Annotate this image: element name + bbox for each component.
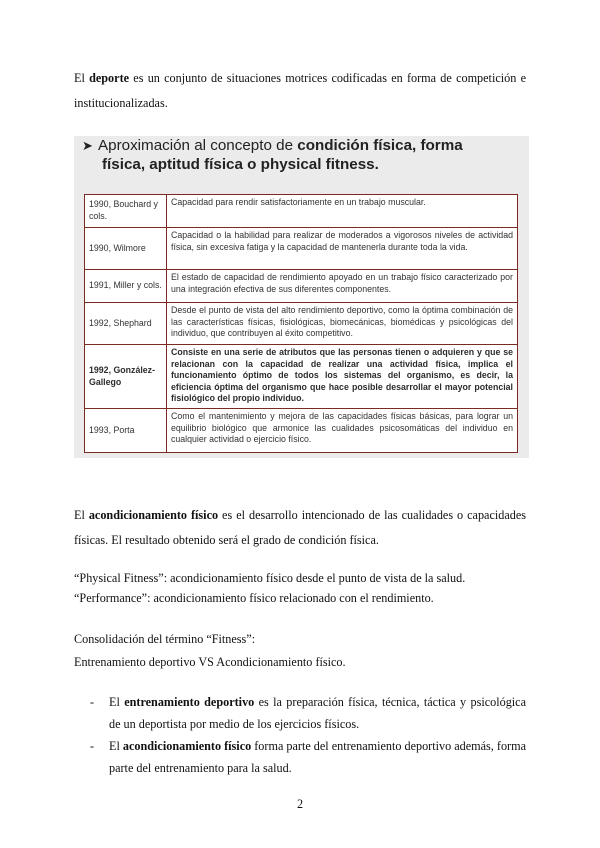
author-cell: 1990, Wilmore [85, 228, 167, 270]
list-item: - El entrenamiento deportivo es la preparación física, técnica, táctica y psicológica de un deportista por medio de los ejercicios físicos. [90, 691, 526, 735]
table-row [85, 228, 518, 270]
definitions-table [84, 194, 518, 453]
slide-title: ➤ Aproximación al concepto de condición física, forma física, aptitud física o physical fitness. [82, 137, 463, 173]
definition-cell: Como el mantenimiento y mejora de las capacidades físicas básicas, para lograr un equilibrio biológico que armonice las cualidades psicosomáticas del individuo en cualquier actividad o ejercicio físico. [167, 409, 518, 453]
list-item: - El acondicionamiento físico forma parte del entrenamiento deportivo además, forma parte del entrenamiento para la salud. [90, 735, 526, 779]
dash-bullet: - [90, 695, 95, 709]
table-row [85, 345, 518, 409]
table-row [85, 303, 518, 345]
term-deporte: deporte [89, 71, 130, 85]
author-cell: 1992, Shephard [85, 303, 167, 345]
definition-cell: Desde el punto de vista del alto rendimiento deportivo, como la óptima combinación de las características físicas, fisiológicas, biomecánicas, biomédicas y psicológicas del individuo, que contribuyen al éxito competitivo. [167, 303, 518, 345]
table-row [85, 409, 518, 453]
paragraph-deporte: El deporte es un conjunto de situaciones motrices codificadas en forma de competición e institucionalizadas. [74, 71, 526, 110]
definition-cell: Capacidad o la habilidad para realizar de moderados a vigorosos niveles de actividad física, sin excesiva fatiga y la capacidad de mantenerla durante toda la vida. [167, 228, 518, 270]
slide-image [74, 136, 529, 458]
author-cell: 1992, González-Gallego [85, 345, 167, 409]
line-consolidacion: Consolidación del término “Fitness”: [74, 632, 256, 646]
page-number: 2 [296, 797, 304, 811]
line-entrenamiento-vs: Entrenamiento deportivo VS Acondicionamiento físico. [74, 655, 346, 669]
line-performance: “Performance”: acondicionamiento físico relacionado con el rendimiento. [74, 591, 434, 605]
dash-bullet: - [90, 739, 95, 753]
author-cell: 1993, Porta [85, 409, 167, 453]
term-acondicionamiento: acondicionamiento físico [88, 508, 219, 522]
line-physical-fitness: “Physical Fitness”: acondicionamiento físico desde el punto de vista de la salud. [74, 571, 466, 585]
author-cell: 1991, Miller y cols. [85, 270, 167, 303]
arrow-bullet-icon: ➤ [82, 138, 93, 153]
definition-cell: Consiste en una serie de atributos que las personas tienen o adquieren y que se relacionan con la capacidad de realizar una actividad física, implica el funcionamiento óptimo de todos los sistemas del organismo, es decir, la eficiencia óptima del organismo que hace posible desarrollar el mayor potencial fisiológico del propio individuo. [167, 345, 518, 409]
table-row [85, 270, 518, 303]
table-row [85, 195, 518, 228]
definition-cell: Capacidad para rendir satisfactoriamente en un trabajo muscular. [167, 195, 518, 228]
paragraph-acondicionamiento: El acondicionamiento físico es el desarrollo intencionado de las cualidades o capacidades físicas. El resultado obtenido será el grado de condición física. [74, 508, 526, 547]
definition-cell: El estado de capacidad de rendimiento apoyado en un trabajo físico caracterizado por una integración efectiva de sus diferentes componentes. [167, 270, 518, 303]
author-cell: 1990, Bouchard y cols. [85, 195, 167, 228]
